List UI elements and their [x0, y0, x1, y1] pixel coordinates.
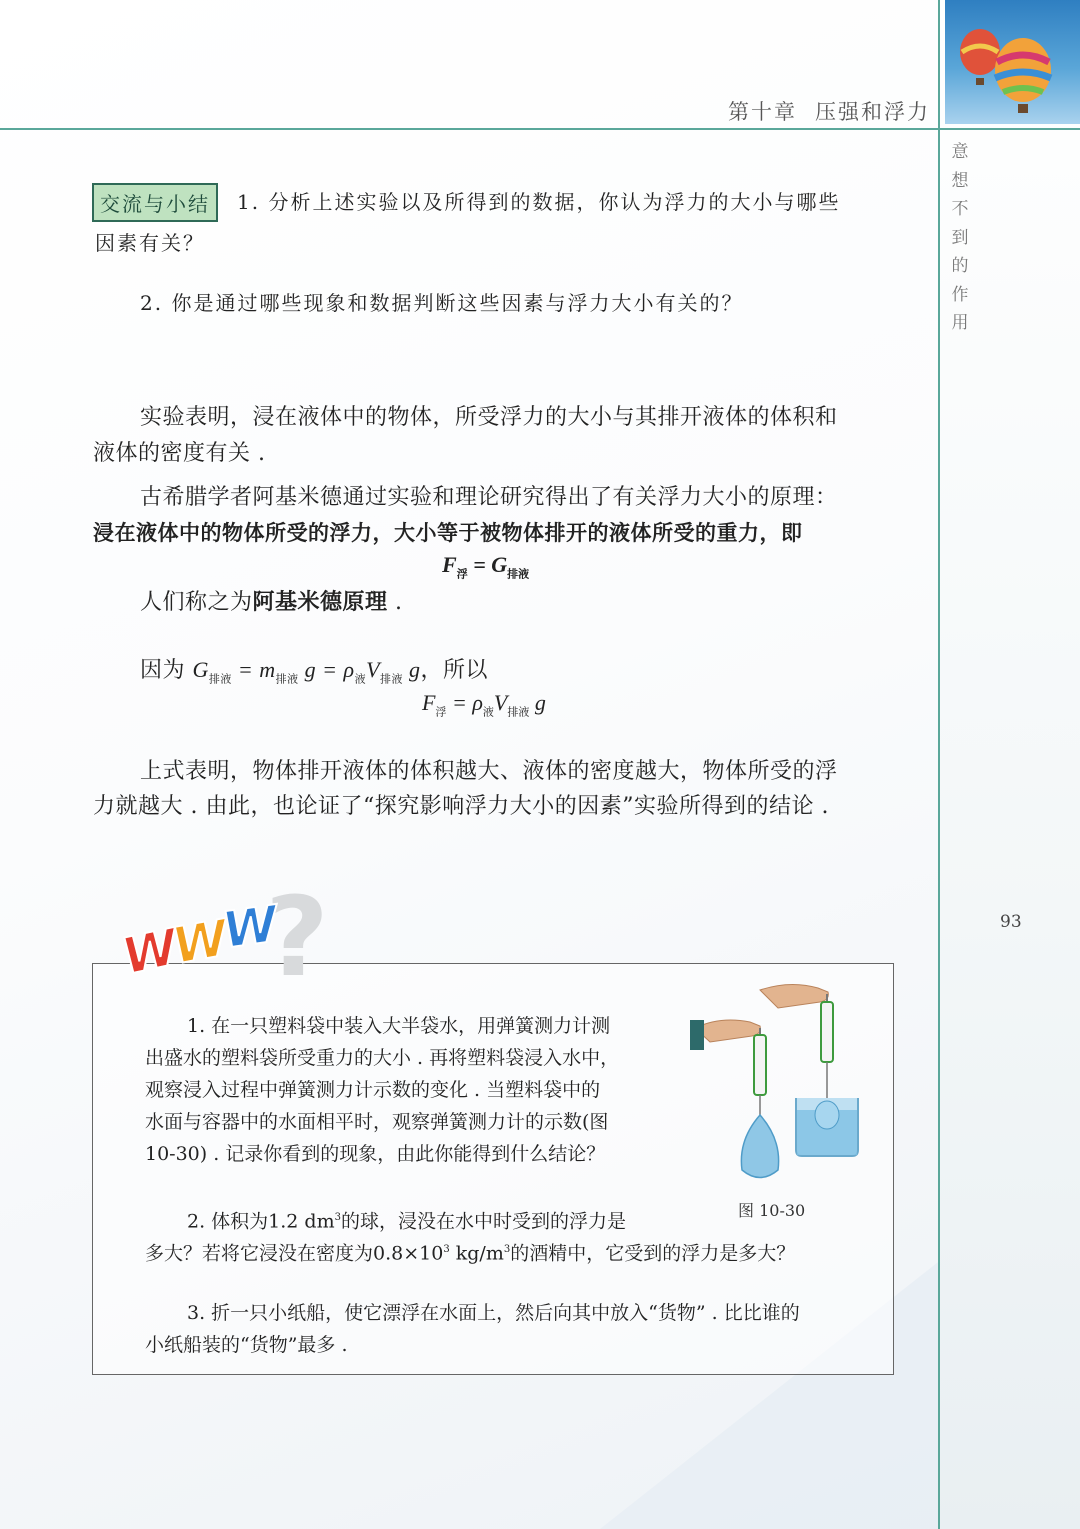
svg-text:W: W: [218, 894, 282, 960]
activity-q1-line-4: 水面与容器中的水面相平时，观察弹簧测力计的示数(图: [145, 1111, 609, 1133]
vertical-char: 用: [951, 313, 969, 333]
paragraph-1-line-2: 液体的密度有关 .: [93, 441, 266, 466]
summary-question-1-line-2: 因素有关？: [95, 231, 205, 255]
activity-q1-line-5: 10-30) . 记录你看到的现象，由此你能得到什么结论？: [145, 1143, 606, 1165]
activity-q1-line-2: 出盛水的塑料袋所受重力的大小 . 再将塑料袋浸入水中，: [145, 1047, 620, 1069]
left-spring-scale: [754, 1035, 766, 1095]
activity-q3-line-1: 3. 折一只小纸船，使它漂浮在水面上，然后向其中放入“货物” . 比比谁的: [187, 1302, 800, 1324]
left-hand-icon: [695, 1020, 760, 1042]
margin-divider-line: [938, 0, 940, 1529]
right-spring-scale: [821, 1002, 833, 1062]
paragraph-2-line-1: 古希腊学者阿基米德通过实验和理论研究得出了有关浮力大小的原理：: [140, 485, 838, 510]
vertical-char: 不: [951, 199, 969, 219]
svg-text:W: W: [117, 917, 184, 986]
vertical-char: 意: [951, 142, 969, 162]
summary-tag: 交流与小结: [92, 183, 218, 222]
chapter-title: 压强和浮力: [815, 100, 930, 124]
paragraph-3: 人们称之为阿基米德原理 .: [140, 590, 403, 615]
activity-q1-line-1: 1. 在一只塑料袋中装入大半袋水，用弹簧测力计测: [187, 1015, 611, 1037]
figure-caption: 图 10-30: [738, 1201, 806, 1220]
svg-text:W: W: [167, 908, 233, 976]
right-hand-icon: [760, 984, 828, 1008]
archimedes-principle-statement: 浸在液体中的物体所受的浮力，大小等于被物体排开的液体所受的重力，即: [93, 521, 803, 545]
vertical-char: 作: [951, 284, 969, 305]
formula-buoyancy-equals-weight: $F_浮 = G_{排液}$: [442, 552, 530, 581]
question-mark-icon: ?: [265, 885, 329, 1001]
formula-buoyancy-density: $F_浮 = \rho_液V_{排液}$ g: [422, 690, 546, 719]
formula-weight-expansion: $G_{排液} = m_{排液}$ $g = \rho_液V_{排液}$ g: [192, 657, 421, 686]
summary-question-1-line-1: 1. 分析上述实验以及所得到的数据，你认为浮力的大小与哪些: [237, 190, 841, 214]
balloon-illustration: [945, 0, 1080, 124]
vertical-char: 的: [951, 256, 969, 276]
activity-q2-line-1: 2. 体积为1.2 $dm^3$的球，浸没在水中时受到的浮力是: [187, 1210, 626, 1233]
summary-question-2: 2. 你是通过哪些现象和数据判断这些因素与浮力大小有关的？: [140, 291, 744, 315]
hot-air-balloon-image: [945, 0, 1080, 124]
vertical-char: 到: [951, 227, 969, 248]
vertical-char: 想: [951, 170, 969, 191]
paragraph-4-line-1: 上式表明，物体排开液体的体积越大、液体的密度越大，物体所受的浮: [140, 759, 838, 784]
figure-10-30-spring-scales: [690, 980, 880, 1195]
paragraph-4-line-2: 力就越大 . 由此，也论证了“探究影响浮力大小的因素”实验所得到的结论 .: [93, 794, 829, 819]
chapter-number: 第十章: [728, 100, 797, 124]
because-line: 因为 $G_{排液} = m_{排液}$ $g = \rho_液V_{排液}$ g，所以: [140, 657, 489, 686]
paragraph-1-line-1: 实验表明，浸在液体中的物体，所受浮力的大小与其排开液体的体积和: [140, 405, 838, 430]
water-bag: [741, 1115, 778, 1178]
www-question-logo: [115, 885, 345, 1005]
header-divider-line: [0, 128, 1080, 130]
chapter-header: [710, 96, 930, 126]
page-number: 93: [1000, 912, 1022, 932]
activity-q3-line-2: 小纸船装的“货物”最多 .: [145, 1334, 348, 1356]
vertical-section-title: [950, 138, 970, 338]
activity-q1-line-3: 观察浸入过程中弹簧测力计示数的变化 . 当塑料袋中的: [145, 1079, 601, 1101]
archimedes-principle-term: 阿基米德原理: [252, 590, 388, 615]
activity-q2-line-2: 多大？若将它浸没在密度为$0.8\times 10^3$ $kg/m^3$的酒精中，它受到的浮力是多大？: [145, 1242, 796, 1265]
